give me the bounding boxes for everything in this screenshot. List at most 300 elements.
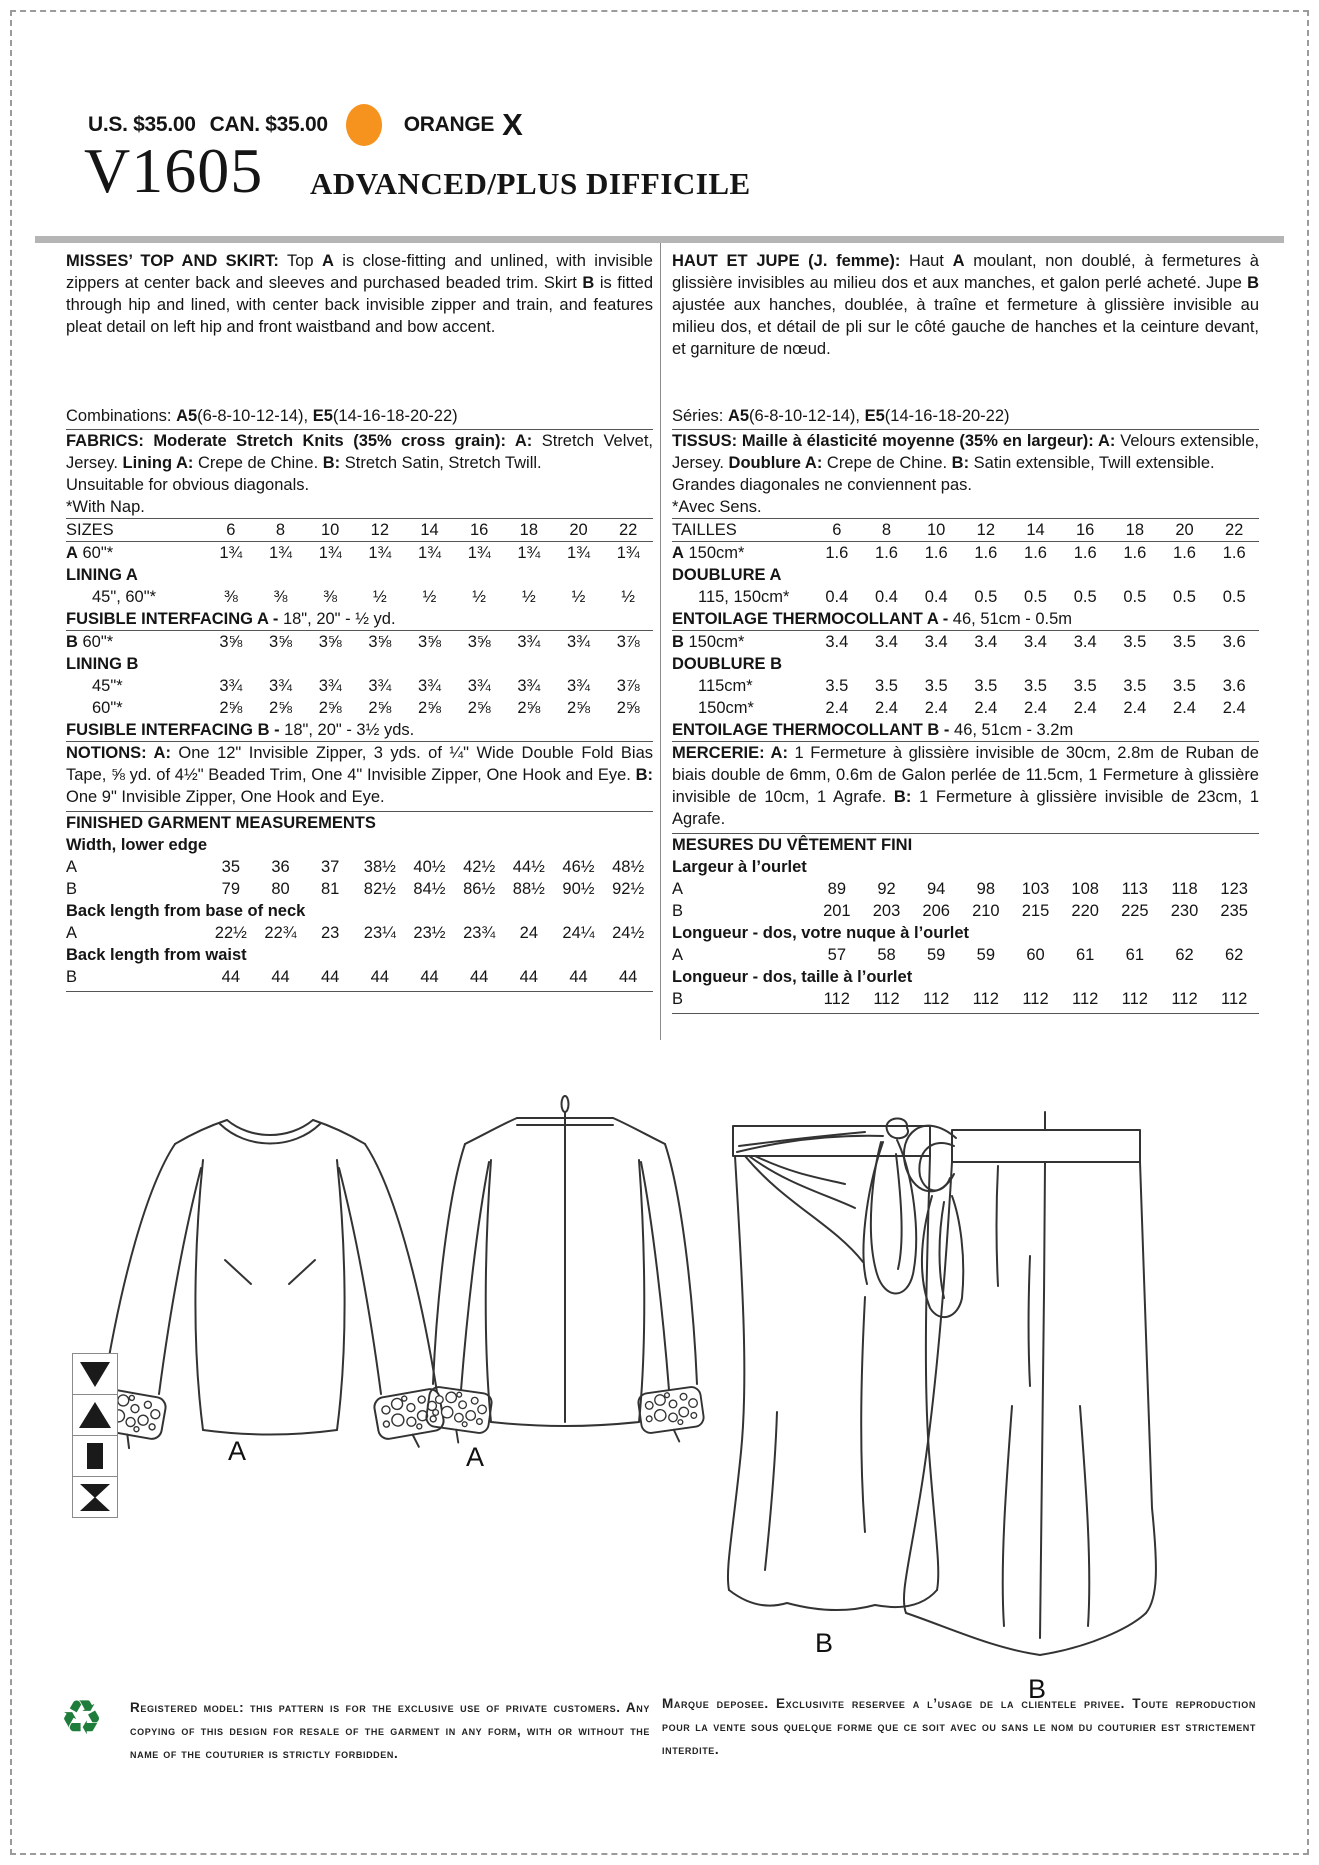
table-section-label xyxy=(66,834,653,856)
table-cell: 1.6 xyxy=(875,544,898,562)
table-cell: 2.4 xyxy=(1024,699,1047,717)
table-cell: 2⅝ xyxy=(616,699,640,717)
text-run: Crepe de Chine. xyxy=(822,454,952,472)
table-cell: 37 xyxy=(320,858,340,876)
row-label xyxy=(66,519,206,541)
text-run: A xyxy=(672,544,684,562)
table-cell: 0.4 xyxy=(924,588,948,606)
table-cell: 1.6 xyxy=(825,544,849,562)
table-cell: 44 xyxy=(420,968,439,986)
table-cell: 1¾ xyxy=(318,544,342,562)
table-cell: 3.5 xyxy=(1024,677,1047,695)
table-cell: 1¾ xyxy=(368,544,392,562)
text-run: DOUBLURE A xyxy=(672,566,782,584)
table-cell: 82½ xyxy=(363,880,396,898)
table-cell: 22 xyxy=(618,521,638,539)
table-cell: 62 xyxy=(1224,946,1244,964)
table-cell: 2⅝ xyxy=(368,699,392,717)
table-cell: 12 xyxy=(976,521,995,539)
table-cell: 10 xyxy=(926,521,946,539)
text-run: E5 xyxy=(312,407,333,425)
text-run: SIZES xyxy=(66,521,114,539)
table-cell: ½ xyxy=(422,588,437,606)
table-row xyxy=(672,586,1259,608)
text-run: 115, 150cm* xyxy=(698,588,790,606)
finished-measurements-table-en xyxy=(66,812,653,992)
table-cell: 113 xyxy=(1121,880,1148,898)
row-label xyxy=(672,675,812,697)
fineprint-fr: Marque deposee. Exclusivite reservee a l’usage de la clientele privee. Toute reproduction pour la vente sous quelque forme que ce soit avec ou sans le nom du couturier est strictement interdite. xyxy=(662,1696,1256,1758)
table-cell: 92 xyxy=(877,880,896,898)
table-cell: 22¾ xyxy=(264,924,297,942)
table-cell: 3.5 xyxy=(1173,677,1196,695)
text-run: A xyxy=(321,252,334,270)
table-cell: 2.4 xyxy=(1073,699,1097,717)
table-cell: 0.4 xyxy=(825,588,849,606)
english-column xyxy=(66,250,653,994)
table-cell: 14 xyxy=(420,521,439,539)
table-cell: 59 xyxy=(926,946,946,964)
unsuitable-en: Unsuitable for obvious diagonals. xyxy=(66,476,310,494)
top-a-front-label: A xyxy=(228,1436,247,1466)
row-label xyxy=(66,697,206,719)
text-run: B: xyxy=(893,788,912,806)
table-cell: 90½ xyxy=(562,880,595,898)
table-cell: 44 xyxy=(569,968,588,986)
table-row xyxy=(672,944,1259,966)
color-swatch-icon xyxy=(346,104,382,146)
table-section-label xyxy=(66,900,653,922)
table-cell: 1¾ xyxy=(219,544,243,562)
table-section-label xyxy=(672,653,1259,675)
table-cell: ½ xyxy=(372,588,387,606)
table-cell: 60 xyxy=(1026,946,1045,964)
table-cell: 24½ xyxy=(612,924,645,942)
table-cell: 61 xyxy=(1075,946,1095,964)
text-run: LINING B xyxy=(66,655,139,673)
table-cell: 44 xyxy=(469,968,489,986)
text-run: A xyxy=(952,252,965,270)
table-cell: 235 xyxy=(1220,902,1248,920)
table-cell: 103 xyxy=(1021,880,1050,898)
top-a-back-label: A xyxy=(466,1442,485,1472)
table-cell: 2⅝ xyxy=(517,699,541,717)
table-cell: 8 xyxy=(275,521,286,539)
table-cell: 44½ xyxy=(512,858,545,876)
table-cell: 2.4 xyxy=(924,699,948,717)
table-section-label xyxy=(672,834,1259,856)
text-run: Séries: xyxy=(672,407,728,425)
table-cell: ⅜ xyxy=(323,588,338,606)
table-row xyxy=(672,697,1259,719)
text-run: MERCERIE: A: xyxy=(672,744,788,762)
text-run: (6-8-10-12-14), xyxy=(197,407,313,425)
text-run: Back length from waist xyxy=(66,946,247,964)
table-cell: 24 xyxy=(519,924,538,942)
text-run: LINING A xyxy=(66,566,138,584)
table-section-label xyxy=(66,944,653,966)
text-run: DOUBLURE B xyxy=(672,655,782,673)
french-column xyxy=(672,250,1259,1016)
table-cell: 2.4 xyxy=(825,699,849,717)
table-cell: 1.6 xyxy=(974,544,998,562)
table-cell: 112 xyxy=(873,990,900,1008)
row-label xyxy=(66,631,206,653)
table-row xyxy=(672,631,1259,653)
table-cell: 112 xyxy=(1221,990,1248,1008)
table-cell: 3¾ xyxy=(368,677,392,695)
table-cell: 94 xyxy=(926,880,946,898)
text-run: B: xyxy=(951,454,970,472)
pattern-number: V1605 xyxy=(84,135,264,206)
text-run: 45"* xyxy=(92,677,123,695)
table-cell: 3.4 xyxy=(924,633,948,651)
table-cell: 2⅝ xyxy=(219,699,243,717)
table-cell: 3.5 xyxy=(1173,633,1196,651)
table-row xyxy=(672,988,1259,1010)
table-row xyxy=(66,922,653,944)
table-cell: 3¾ xyxy=(318,677,342,695)
table-section-label xyxy=(672,966,1259,988)
table-cell: 3.4 xyxy=(825,633,849,651)
text-run: (6-8-10-12-14), xyxy=(749,407,865,425)
table-cell: 81 xyxy=(320,880,340,898)
text-run: Stretch Satin, Stretch Twill. xyxy=(340,454,542,472)
table-cell: 44 xyxy=(221,968,240,986)
text-run: Width, lower edge xyxy=(66,836,208,854)
row-label xyxy=(66,856,206,878)
text-run: Doublure A: xyxy=(728,454,823,472)
top-a-back-drawing xyxy=(425,1092,705,1450)
table-cell: 20 xyxy=(569,521,588,539)
row-label xyxy=(66,922,206,944)
table-cell: 44 xyxy=(618,968,638,986)
table-section-label xyxy=(66,812,653,834)
table-cell: 35 xyxy=(221,858,240,876)
text-run: ENTOILAGE THERMOCOLLANT A - xyxy=(672,610,953,628)
table-cell: 23 xyxy=(320,924,340,942)
table-cell: 1.6 xyxy=(1123,544,1147,562)
table-cell: 23¼ xyxy=(363,924,396,942)
row-label xyxy=(66,966,206,988)
text-run: NOTIONS: A: xyxy=(66,744,171,762)
table-section-label xyxy=(672,564,1259,586)
table-cell: 2⅝ xyxy=(418,699,441,717)
text-run: B xyxy=(1247,274,1259,292)
symbol-strip xyxy=(72,1354,118,1518)
table-cell: 206 xyxy=(922,902,950,920)
text-run: One 12" Invisible Zipper, 3 yds. of ¼" Wide Double Fold Bias Tape, ⅝ yd. of 4½" Beaded Trim, One 4" Invisible Zipper, One Hook and Eye. xyxy=(66,744,653,784)
finished-measurements-table-fr xyxy=(672,834,1259,1014)
table-cell: 123 xyxy=(1220,880,1248,898)
description-fr xyxy=(672,250,1259,405)
text-run: B xyxy=(66,880,78,898)
text-run: ENTOILAGE THERMOCOLLANT B - xyxy=(672,721,955,739)
table-cell: 22½ xyxy=(214,924,247,942)
text-run: Satin extensible, Twill extensible. xyxy=(969,454,1215,472)
table-cell: 38½ xyxy=(363,858,396,876)
fabrics-en xyxy=(66,430,653,474)
table-cell: 2⅝ xyxy=(318,699,342,717)
table-cell: 3.4 xyxy=(974,633,998,651)
text-run: Stretch Velvet, Jersey. xyxy=(66,432,653,472)
table-cell: 118 xyxy=(1171,880,1198,898)
table-cell: 3.5 xyxy=(974,677,998,695)
table-cell: 16 xyxy=(469,521,489,539)
table-row xyxy=(66,586,653,608)
table-section-label xyxy=(66,653,653,675)
table-cell: 1¾ xyxy=(517,544,541,562)
row-label xyxy=(66,586,206,608)
table-cell: 44 xyxy=(320,968,340,986)
table-cell: 57 xyxy=(827,946,846,964)
table-cell: 3¾ xyxy=(567,633,590,651)
text-run: B xyxy=(66,633,78,651)
row-label xyxy=(672,542,812,564)
table-cell: 1¾ xyxy=(418,544,441,562)
table-cell: 2.4 xyxy=(1222,699,1246,717)
table-cell: 1¾ xyxy=(616,544,640,562)
table-cell: 1.6 xyxy=(1222,544,1246,562)
difficulty-level: ADVANCED/PLUS DIFFICILE xyxy=(310,166,751,201)
notions-fr xyxy=(672,742,1259,834)
table-cell: 18 xyxy=(519,521,538,539)
table-cell: 3⅝ xyxy=(269,633,292,651)
row-label xyxy=(672,944,812,966)
text-run: B xyxy=(672,902,684,920)
table-cell: 2.4 xyxy=(1173,699,1196,717)
table-section-label xyxy=(66,608,653,631)
skirt-b-back-label: B xyxy=(1028,1674,1047,1704)
table-section-label xyxy=(66,564,653,586)
table-cell: 79 xyxy=(221,880,240,898)
table-cell: 3⅞ xyxy=(616,633,640,651)
table-rule xyxy=(66,991,653,992)
table-cell: 1¾ xyxy=(567,544,590,562)
table-cell: 3.6 xyxy=(1222,633,1246,651)
table-cell: 0.5 xyxy=(1222,588,1246,606)
table-cell: 0.5 xyxy=(1123,588,1147,606)
table-row xyxy=(66,856,653,878)
text-run: A xyxy=(66,924,78,942)
text-run: 18", 20" - 3½ yds. xyxy=(284,721,415,739)
table-cell: ⅜ xyxy=(223,588,238,606)
table-cell: 46½ xyxy=(562,858,595,876)
table-cell: 112 xyxy=(1072,990,1099,1008)
text-run: moulant, non doublé, à fermetures à glissière invisibles au milieu dos et aux manches, et galon perlé acheté. Jupe xyxy=(672,252,1259,292)
color-name: ORANGE xyxy=(403,113,495,136)
text-run: TAILLES xyxy=(672,521,737,539)
table-cell: 58 xyxy=(877,946,896,964)
table-cell: 3¾ xyxy=(269,677,292,695)
table-cell: 3¾ xyxy=(467,677,491,695)
table-cell: 3⅝ xyxy=(219,633,243,651)
table-cell: 3.6 xyxy=(1222,677,1246,695)
text-run: 150cm* xyxy=(698,699,754,717)
table-cell: 80 xyxy=(271,880,290,898)
table-cell: 3¾ xyxy=(418,677,441,695)
text-run: 60"* xyxy=(77,633,114,651)
price-can: CAN. $35.00 xyxy=(209,113,328,136)
text-run: Velours extensible, Jersey. xyxy=(672,432,1259,472)
text-run: B xyxy=(672,990,684,1008)
table-cell: 3.5 xyxy=(875,677,898,695)
table-cell: 220 xyxy=(1071,902,1099,920)
table-cell: 1.6 xyxy=(1024,544,1047,562)
table-cell: 59 xyxy=(976,946,995,964)
table-cell: 84½ xyxy=(413,880,446,898)
table-cell: 0.5 xyxy=(1173,588,1196,606)
table-cell: 44 xyxy=(271,968,290,986)
table-row xyxy=(66,518,653,542)
table-section-label xyxy=(672,719,1259,742)
table-cell: 86½ xyxy=(463,880,496,898)
table-cell: 62 xyxy=(1175,946,1194,964)
text-run: (14-16-18-20-22) xyxy=(884,407,1010,425)
row-label xyxy=(66,542,206,564)
text-run: A xyxy=(672,880,684,898)
table-cell: 2⅝ xyxy=(467,699,491,717)
text-run: 18", 20" - ½ yd. xyxy=(282,610,396,628)
row-label xyxy=(672,519,812,541)
text-run: MISSES’ TOP AND SKIRT: xyxy=(66,252,279,270)
row-label xyxy=(672,697,812,719)
text-run: A5 xyxy=(727,407,750,425)
table-cell: 2.4 xyxy=(974,699,998,717)
text-run: TISSUS: Maille à élasticité moyenne (35% en largeur): A: xyxy=(672,432,1116,450)
unsuitable-fr: Grandes diagonales ne conviennent pas. xyxy=(672,476,972,494)
table-cell: 112 xyxy=(1022,990,1049,1008)
text-run: B xyxy=(66,968,78,986)
table-cell: 44 xyxy=(519,968,538,986)
table-cell: 61 xyxy=(1125,946,1144,964)
table-row xyxy=(66,878,653,900)
table-cell: 3⅞ xyxy=(616,677,640,695)
table-cell: 210 xyxy=(972,902,1000,920)
table-cell: 98 xyxy=(976,880,995,898)
text-run: MESURES DU VÊTEMENT FINI xyxy=(672,836,913,854)
table-row xyxy=(66,966,653,988)
yardage-table-en xyxy=(66,518,653,742)
table-cell: 20 xyxy=(1175,521,1194,539)
text-run: A xyxy=(672,946,684,964)
text-run: A xyxy=(66,858,78,876)
text-run: 150cm* xyxy=(683,633,745,651)
table-cell: 112 xyxy=(1171,990,1198,1008)
table-cell: 112 xyxy=(923,990,950,1008)
nap-note-fr: *Avec Sens. xyxy=(672,498,762,516)
table-cell: 22 xyxy=(1224,521,1244,539)
column-divider xyxy=(660,243,661,1040)
text-run: 45", 60"* xyxy=(92,588,157,606)
text-run: 60"* xyxy=(77,544,114,562)
table-cell: 48½ xyxy=(612,858,645,876)
row-label xyxy=(672,631,812,653)
table-cell: 40½ xyxy=(413,858,446,876)
text-run: Haut xyxy=(900,252,953,270)
table-cell: ½ xyxy=(621,588,636,606)
table-section-label xyxy=(672,922,1259,944)
text-run: FINISHED GARMENT MEASUREMENTS xyxy=(66,814,376,832)
table-cell: 3⅝ xyxy=(467,633,491,651)
text-run: ajustée aux hanches, doublée, à traîne et fermeture à glissière invisible au milieu dos, et détail de pli sur le côté gauche de hanches et la ceinture devant, et garniture de nœud. xyxy=(672,296,1259,358)
table-cell: 3.5 xyxy=(825,677,849,695)
text-run: A5 xyxy=(176,407,198,425)
table-cell: 89 xyxy=(827,880,846,898)
text-run: is fitted through hip and lined, with center back invisible zipper and train, and features pleat detail on left hip and front waistband and bow accent. xyxy=(66,274,654,336)
text-run: One 9" Invisible Zipper, One Hook and Eye. xyxy=(66,788,385,806)
table-cell: 3⅝ xyxy=(318,633,342,651)
text-run: 46, 51cm - 0.5m xyxy=(952,610,1073,628)
table-cell: 230 xyxy=(1170,902,1199,920)
text-run: 46, 51cm - 3.2m xyxy=(954,721,1074,739)
table-rule xyxy=(672,1013,1259,1014)
table-row xyxy=(672,900,1259,922)
row-label xyxy=(672,900,812,922)
table-cell: 3¾ xyxy=(219,677,243,695)
table-cell: 0.5 xyxy=(1073,588,1097,606)
square-icon xyxy=(72,1435,118,1477)
text-run: Lining A: xyxy=(122,454,194,472)
top-a-front-drawing xyxy=(75,1098,465,1450)
table-cell: 1¾ xyxy=(269,544,292,562)
table-row xyxy=(66,675,653,697)
table-cell: 3¾ xyxy=(517,677,541,695)
table-row xyxy=(672,542,1259,564)
table-cell: 14 xyxy=(1026,521,1045,539)
text-run: FUSIBLE INTERFACING B - xyxy=(66,721,285,739)
table-cell: 2.4 xyxy=(1123,699,1147,717)
table-cell: 23½ xyxy=(413,924,446,942)
skirt-b-front-label: B xyxy=(815,1628,834,1658)
fabrics-fr xyxy=(672,430,1259,474)
text-run: B: xyxy=(322,454,341,472)
text-run: Back length from base of neck xyxy=(66,902,306,920)
table-row xyxy=(66,631,653,653)
table-cell: 12 xyxy=(370,521,389,539)
table-cell: 88½ xyxy=(512,880,545,898)
table-cell: 3⅝ xyxy=(418,633,441,651)
table-cell: 3⅝ xyxy=(368,633,392,651)
table-cell: 18 xyxy=(1125,521,1144,539)
table-cell: 2⅝ xyxy=(567,699,590,717)
table-cell: 3.4 xyxy=(875,633,898,651)
table-cell: 6 xyxy=(832,521,842,539)
table-cell: 112 xyxy=(972,990,999,1008)
table-cell: 1.6 xyxy=(924,544,948,562)
table-cell: 112 xyxy=(1121,990,1148,1008)
table-cell: 3.4 xyxy=(1024,633,1047,651)
text-run: is close-fitting and unlined, with invisible zippers at center back and sleeves and purchased beaded trim. Skirt xyxy=(66,252,653,292)
text-run: 150cm* xyxy=(683,544,745,562)
header-rule-bar xyxy=(35,236,1284,243)
row-label xyxy=(672,878,812,900)
recycle-icon: ♻ xyxy=(60,1690,104,1746)
table-cell: 10 xyxy=(320,521,340,539)
combinations-en xyxy=(66,405,653,430)
hourglass-icon xyxy=(72,1476,118,1518)
text-run: Combinations: xyxy=(66,407,177,425)
table-cell: ½ xyxy=(472,588,487,606)
table-section-label xyxy=(66,719,653,742)
row-label xyxy=(66,878,206,900)
table-row xyxy=(672,518,1259,542)
table-cell: 3.5 xyxy=(924,677,948,695)
text-run: (14-16-18-20-22) xyxy=(332,407,458,425)
text-run: FABRICS: Moderate Stretch Knits (35% cross grain): A: xyxy=(66,432,533,450)
table-cell: 2⅝ xyxy=(269,699,292,717)
color-code: X xyxy=(502,107,523,142)
